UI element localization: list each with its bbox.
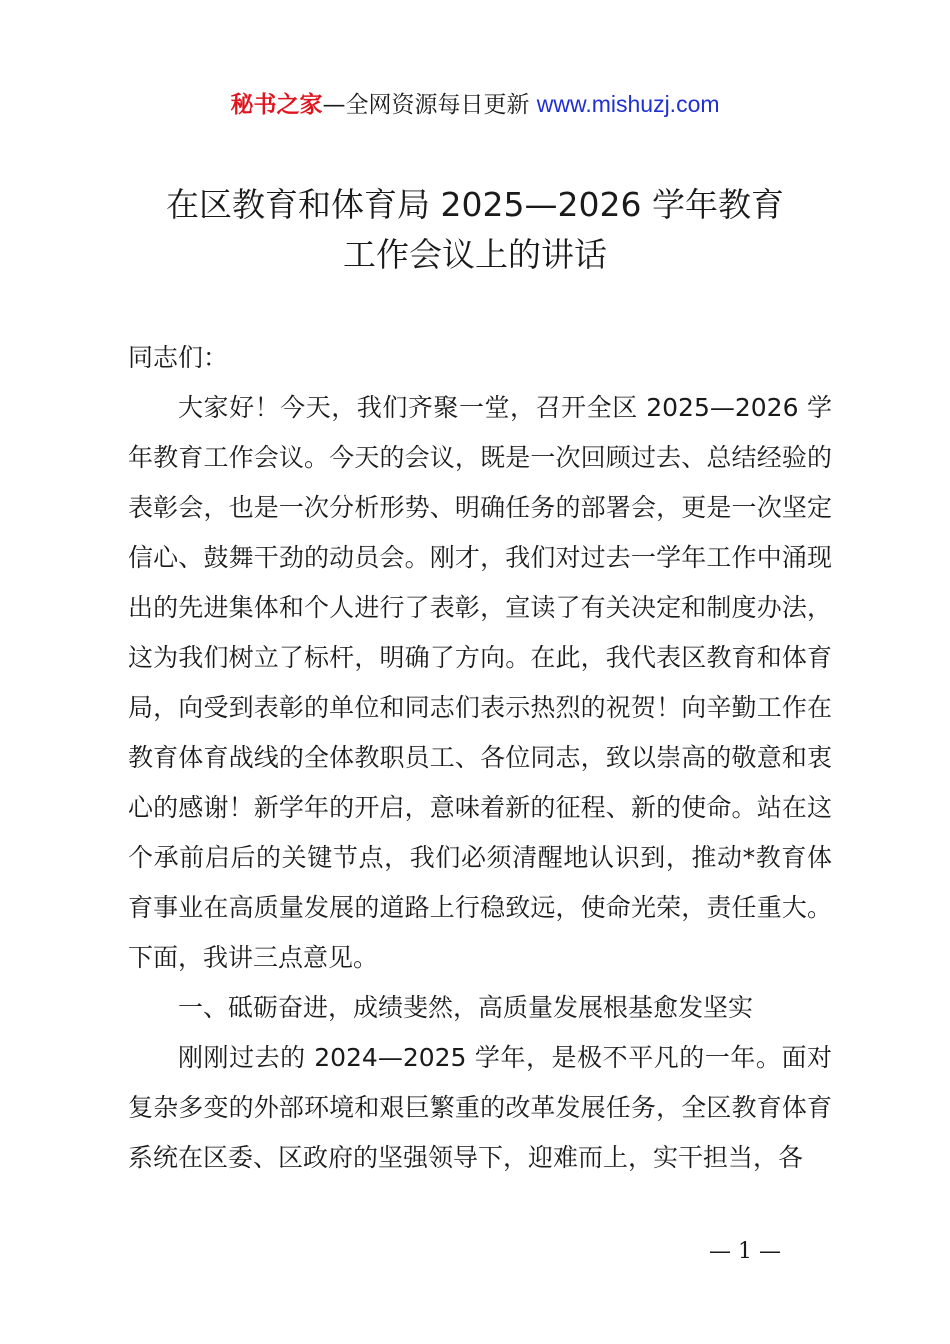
brand-name: 秘书之家: [230, 92, 323, 118]
site-url-link[interactable]: www.mishuzj.com: [536, 91, 720, 117]
header-tagline: —全网资源每日更新: [322, 92, 537, 118]
title-line-2: 工作会议上的讲话: [343, 235, 607, 274]
page-number: — 1 —: [709, 1239, 781, 1264]
document-title: [60, 180, 890, 280]
site-header: [0, 88, 950, 121]
section-1-paragraph: 刚刚过去的 2024—2025 学年，是极不平凡的一年。面对复杂多变的外部环境和艰巨繁重的改革发展任务，全区教育体育系统在区委、区政府的坚强领导下，迎难而上，实干担当，各: [128, 1043, 832, 1172]
section-heading-1: 一、砥砺奋进，成绩斐然，高质量发展根基愈发坚实: [178, 993, 754, 1022]
salutation: 同志们：: [128, 343, 229, 372]
opening-paragraph: 大家好！今天，我们齐聚一堂，召开全区 2025—2026 学年教育工作会议。今天的会议，既是一次回顾过去、总结经验的表彰会，也是一次分析形势、明确任务的部署会，更是一次坚定信心、鼓舞干劲的动员会。刚才，我们对过去一学年工作中涌现出的先进集体和个人进行了表彰，宣读了有关决定和制度办法，这为我们树立了标杆，明确了方向。在此，我代表区教育和体育局，向受到表彰的单位和同志们表示热烈的祝贺！向辛勤工作在教育体育战线的全体教职员工、各位同志，致以崇高的敬意和衷心的感谢！新学年的开启，意味着新的征程、新的使命。站在这个承前启后的关键节点，我们必须清醒地认识到，推动*教育体育事业在高质量发展的道路上行稳致远，使命光荣，责任重大。下面，我讲三点意见。: [128, 393, 832, 972]
title-line-1: 在区教育和体育局 2025—2026 学年教育: [166, 185, 784, 224]
document-body: [128, 333, 832, 1183]
